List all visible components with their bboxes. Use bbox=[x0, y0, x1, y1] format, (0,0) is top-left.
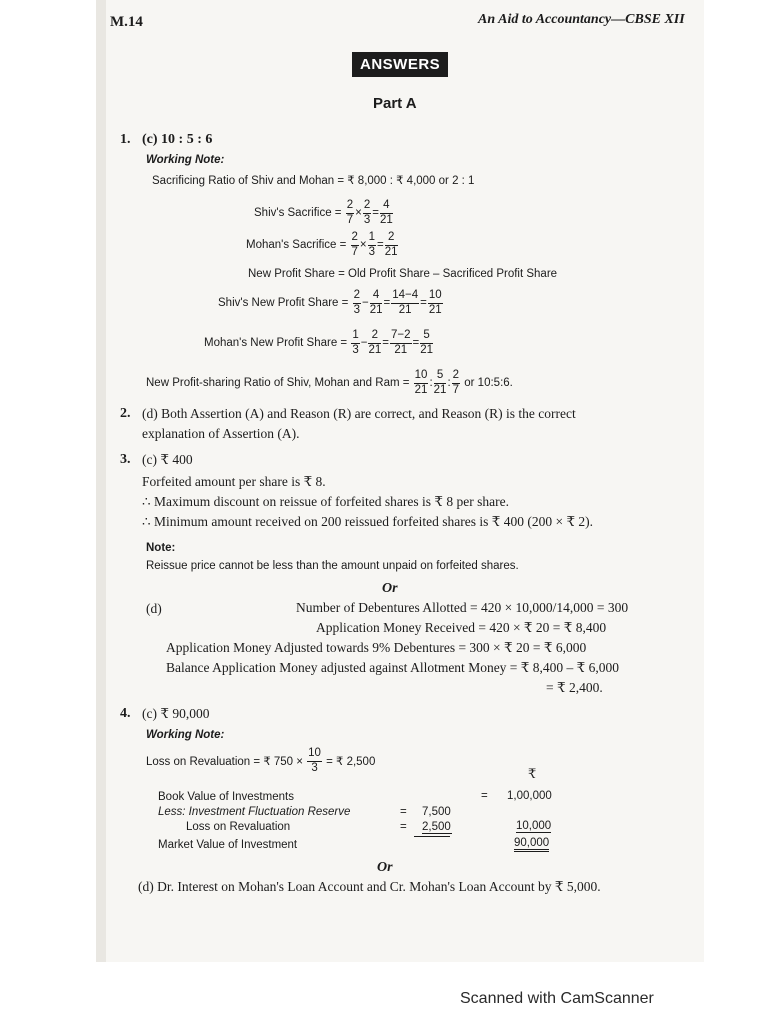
q1-answer: (c) 10 : 5 : 6 bbox=[142, 132, 213, 147]
fraction: $\frac{10}{21}$ bbox=[414, 369, 428, 396]
fraction: $\frac{2}{21}$ bbox=[384, 231, 398, 258]
page-number: M.14 bbox=[110, 14, 143, 30]
q1-new-ratio-suffix: or 10:5:6. bbox=[464, 377, 513, 389]
fraction: $\frac{2}{7}$ bbox=[346, 199, 354, 226]
q4-alt: (d) Dr. Interest on Mohan's Loan Account and Cr. Mohan's Loan Account by ₹ 5,000. bbox=[138, 879, 601, 894]
q1-shiv-sacrifice-label: Shiv's Sacrifice = bbox=[254, 207, 342, 219]
book-title: An Aid to Accountancy—CBSE XII bbox=[478, 12, 685, 27]
q3-alt-line5: = ₹ 2,400. bbox=[546, 680, 603, 695]
q4-row-right: 90,000 bbox=[514, 837, 549, 852]
q3-alt-line2: Application Money Received = 420 × ₹ 20 = ₹ 8,400 bbox=[316, 620, 607, 635]
q2-line1: (d) Both Assertion (A) and Reason (R) are correct, and Reason (R) is the correct bbox=[142, 406, 576, 421]
fraction: $\frac{2}{3}$ bbox=[363, 199, 371, 226]
q4-rupee-column-header: ₹ bbox=[528, 766, 537, 781]
q4-working-note: Working Note: bbox=[146, 729, 225, 741]
q1-new-ratio-label: New Profit-sharing Ratio of Shiv, Mohan and Ram = bbox=[146, 377, 410, 389]
fraction: $\frac{10}{3}$ bbox=[308, 747, 321, 774]
q4-row-label: Loss on Revaluation bbox=[186, 821, 291, 833]
q4-loss-label: Loss on Revaluation = ₹ 750 × bbox=[146, 756, 303, 768]
q1-shiv-new-share: Shiv's New Profit Share = $\frac{2}{3}$ − $\frac{4}{21}$ = $\frac{14-4}{21}$ = $\frac{10}{21}$ bbox=[218, 289, 442, 316]
fraction: $\frac{1}{3}$ bbox=[368, 231, 376, 258]
q1-mohan-new-share: Mohan's New Profit Share = $\frac{1}{3}$ − $\frac{2}{21}$ = $\frac{7-2}{21}$ = $\frac{5}{21}$ bbox=[204, 329, 434, 356]
q4-row-label: Market Value of Investment bbox=[158, 839, 298, 851]
q1-sacrificing-ratio: Sacrificing Ratio of Shiv and Mohan = ₹ 8,000 : ₹ 4,000 or 2 : 1 bbox=[152, 175, 475, 187]
fraction: $\frac{5}{21}$ bbox=[433, 369, 447, 396]
fraction: $\frac{1}{3}$ bbox=[352, 329, 359, 356]
q3-number: 3. bbox=[120, 452, 131, 467]
fraction: $\frac{7-2}{21}$ bbox=[390, 329, 411, 356]
q3-answer: (c) ₹ 400 bbox=[142, 452, 193, 467]
q1-mohan-sacrifice-label: Mohan's Sacrifice = bbox=[246, 239, 347, 251]
fraction: $\frac{4}{21}$ bbox=[379, 199, 393, 226]
document-page bbox=[96, 0, 704, 962]
q1-number: 1. bbox=[120, 132, 131, 147]
q1-mohan-new-label: Mohan's New Profit Share = bbox=[204, 337, 348, 349]
camscanner-watermark: Scanned with CamScanner bbox=[460, 990, 654, 1007]
q4-row-mid: 2,500 bbox=[422, 821, 451, 833]
q4-row-label: Less: Investment Fluctuation Reserve bbox=[158, 806, 351, 818]
fraction: $\frac{2}{7}$ bbox=[351, 231, 358, 258]
q4-answer: (c) ₹ 90,000 bbox=[142, 706, 210, 721]
q3-line1: Forfeited amount per share is ₹ 8. bbox=[142, 474, 326, 489]
q1-working-note: Working Note: bbox=[146, 154, 225, 166]
q1-shiv-new-label: Shiv's New Profit Share = bbox=[218, 297, 349, 309]
q4-row-label: Book Value of Investments bbox=[158, 791, 294, 803]
q4-subtotal-rule bbox=[414, 836, 450, 837]
q4-row-eq: = bbox=[481, 790, 488, 802]
q2-line2: explanation of Assertion (A). bbox=[142, 426, 300, 441]
q3-note-label: Note: bbox=[146, 542, 176, 554]
fraction: $\frac{5}{21}$ bbox=[420, 329, 434, 356]
q2-number: 2. bbox=[120, 406, 131, 421]
q3-alt-label: (d) bbox=[146, 601, 162, 616]
q3-line2: ∴ Maximum discount on reissue of forfeited shares is ₹ 8 per share. bbox=[142, 494, 509, 509]
q3-line3: ∴ Minimum amount received on 200 reissued forfeited shares is ₹ 400 (200 × ₹ 2). bbox=[142, 514, 594, 529]
part-heading: Part A bbox=[373, 95, 417, 112]
q1-new-ratio: New Profit-sharing Ratio of Shiv, Mohan and Ram = $\frac{10}{21}$ : $\frac{5}{21}$ : $\frac{2}{7}$ or 10:5:6. bbox=[146, 369, 513, 396]
q1-mohan-sacrifice: Mohan's Sacrifice = $\frac{2}{7}$ × $\frac{1}{3}$ = $\frac{2}{21}$ bbox=[246, 231, 398, 258]
q4-or: Or bbox=[377, 860, 393, 875]
q1-shiv-sacrifice: Shiv's Sacrifice = $\frac{2}{7}$ × $\frac{2}{3}$ = $\frac{4}{21}$ bbox=[254, 199, 393, 226]
q4-row-right: 1,00,000 bbox=[507, 790, 552, 802]
q3-or: Or bbox=[382, 581, 398, 596]
answers-heading: ANSWERS bbox=[352, 52, 448, 77]
fraction: $\frac{14-4}{21}$ bbox=[392, 289, 419, 316]
q3-alt-line4: Balance Application Money adjusted against Allotment Money = ₹ 8,400 – ₹ 6,000 bbox=[166, 660, 619, 675]
q4-row-eq: = bbox=[400, 821, 407, 833]
q4-number: 4. bbox=[120, 706, 131, 721]
q4-row-right: 10,000 bbox=[516, 820, 552, 832]
q3-alt-line3: Application Money Adjusted towards 9% Debentures = 300 × ₹ 20 = ₹ 6,000 bbox=[166, 640, 587, 655]
q4-loss-calc bbox=[146, 748, 375, 774]
fraction: $\frac{2}{3}$ bbox=[353, 289, 360, 316]
q4-row-eq: = bbox=[400, 806, 407, 818]
fraction: $\frac{2}{21}$ bbox=[368, 329, 382, 356]
q4-loss-result: = ₹ 2,500 bbox=[326, 756, 376, 768]
q4-row-mid: 7,500 bbox=[422, 806, 451, 818]
fraction: $\frac{4}{21}$ bbox=[369, 289, 383, 316]
fraction: $\frac{2}{7}$ bbox=[452, 369, 460, 396]
q3-note-text: Reissue price cannot be less than the amount unpaid on forfeited shares. bbox=[146, 560, 519, 572]
q1-new-profit-share: New Profit Share = Old Profit Share – Sacrificed Profit Share bbox=[248, 268, 558, 280]
q3-alt-line1: Number of Debentures Allotted = 420 × 10,000/14,000 = 300 bbox=[296, 600, 629, 615]
fraction: $\frac{10}{21}$ bbox=[428, 289, 442, 316]
